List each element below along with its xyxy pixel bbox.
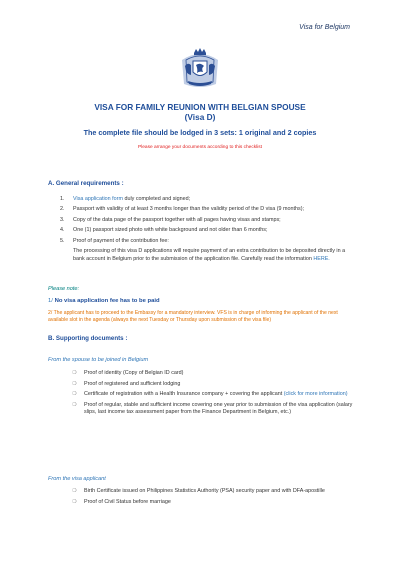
- item-text: Proof of payment of the contribution fee:: [73, 237, 169, 244]
- item-text: Proof of registered and sufficient lodging: [84, 380, 181, 387]
- document-title: VISA FOR FAMILY REUNION WITH BELGIAN SPOUSE: [94, 102, 306, 112]
- list-item: [72, 391, 354, 398]
- item-number: 4.: [60, 227, 65, 234]
- item-text: One (1) passport sized photo with white background and not older than 6 months;: [73, 227, 268, 234]
- document-title-visa-type: (Visa D): [184, 112, 216, 122]
- note-text: No visa application fee has to be paid: [54, 298, 160, 304]
- item-number: 2.: [60, 206, 65, 213]
- section-a-heading: A. General requirements :: [48, 180, 124, 187]
- note-interview: 2/ The applicant has to proceed to the Embassy for a mandatory interview. VFS is in charge of informing the applicant of the next available slot in the agenda (always the next Tuesday or Thursday upon submission of the visa file): [48, 310, 338, 323]
- please-note-label: Please note:: [48, 286, 80, 292]
- fee-paragraph-text: The processing of this visa D applications will require payment of an extra contribution to be deposited directly in a bank account in Belgium prior to the submission of the application file. Carefully read the information: [73, 248, 346, 262]
- list-item: [60, 217, 354, 224]
- bullet-icon: ❍: [72, 370, 77, 376]
- note-no-fee: [48, 298, 160, 304]
- contribution-fee-paragraph: [60, 248, 354, 263]
- document-subtitle: The complete file should be lodged in 3 sets: 1 original and 2 copies: [83, 128, 317, 137]
- bullet-icon: ❍: [72, 380, 77, 387]
- applicant-documents-list: [72, 488, 354, 509]
- list-item: [72, 488, 354, 495]
- bullet-icon: ❍: [72, 488, 77, 494]
- header-text: Visa for Belgium: [299, 24, 350, 31]
- item-text: Proof of identity (Copy of Belgian ID card): [84, 370, 184, 376]
- item-number: 5.: [60, 237, 65, 244]
- here-link[interactable]: HERE.: [313, 255, 330, 262]
- item-number: 1.: [60, 196, 65, 202]
- note-number: 1/: [48, 298, 55, 304]
- item-text: Certificate of registration with a Health Insurance company + covering the applicant: [84, 391, 284, 398]
- list-item: [72, 499, 354, 506]
- item-text: Birth Certificate issued on Philippines Statistics Authority (PSA) security paper and with DFA-apostille: [84, 488, 325, 494]
- list-item: [72, 370, 354, 377]
- checklist-note: Please arrange your documents according to this checklist: [138, 145, 262, 150]
- general-requirements-list: [60, 196, 354, 263]
- item-text: Copy of the data page of the passport together with all pages having visas and stamps;: [73, 216, 281, 223]
- item-text: Proof of Civil Status before marriage: [84, 498, 171, 505]
- item-text: Proof of regular, stable and sufficient income covering one year prior to submission of the visa application (salary slips, last income tax assessment paper from the Finance Department in Belgium, etc.): [84, 401, 353, 416]
- spouse-subheading: From the spouse to be joined in Belgium: [48, 357, 149, 363]
- item-text: Passport with validity of at least 3 months longer than the validity period of the D visa (9 months);: [73, 206, 305, 213]
- item-text: duly completed and signed;: [122, 196, 191, 202]
- list-item: [60, 206, 354, 213]
- bullet-icon: ❍: [72, 391, 77, 398]
- coat-of-arms-icon: [176, 44, 224, 92]
- list-item: [60, 238, 354, 245]
- list-item: [60, 196, 354, 203]
- section-b-heading: B. Supporting documents :: [48, 335, 128, 342]
- bullet-icon: ❍: [72, 498, 77, 505]
- applicant-subheading: From the visa applicant: [48, 476, 106, 482]
- list-item: [72, 402, 354, 417]
- item-number: 3.: [60, 216, 65, 223]
- visa-application-form-link[interactable]: Visa application form: [73, 196, 123, 202]
- list-item: [72, 381, 354, 388]
- bullet-icon: ❍: [72, 401, 77, 408]
- spouse-documents-list: [72, 370, 354, 420]
- health-insurance-info-link[interactable]: (click for more information): [283, 391, 348, 398]
- list-item: [60, 227, 354, 234]
